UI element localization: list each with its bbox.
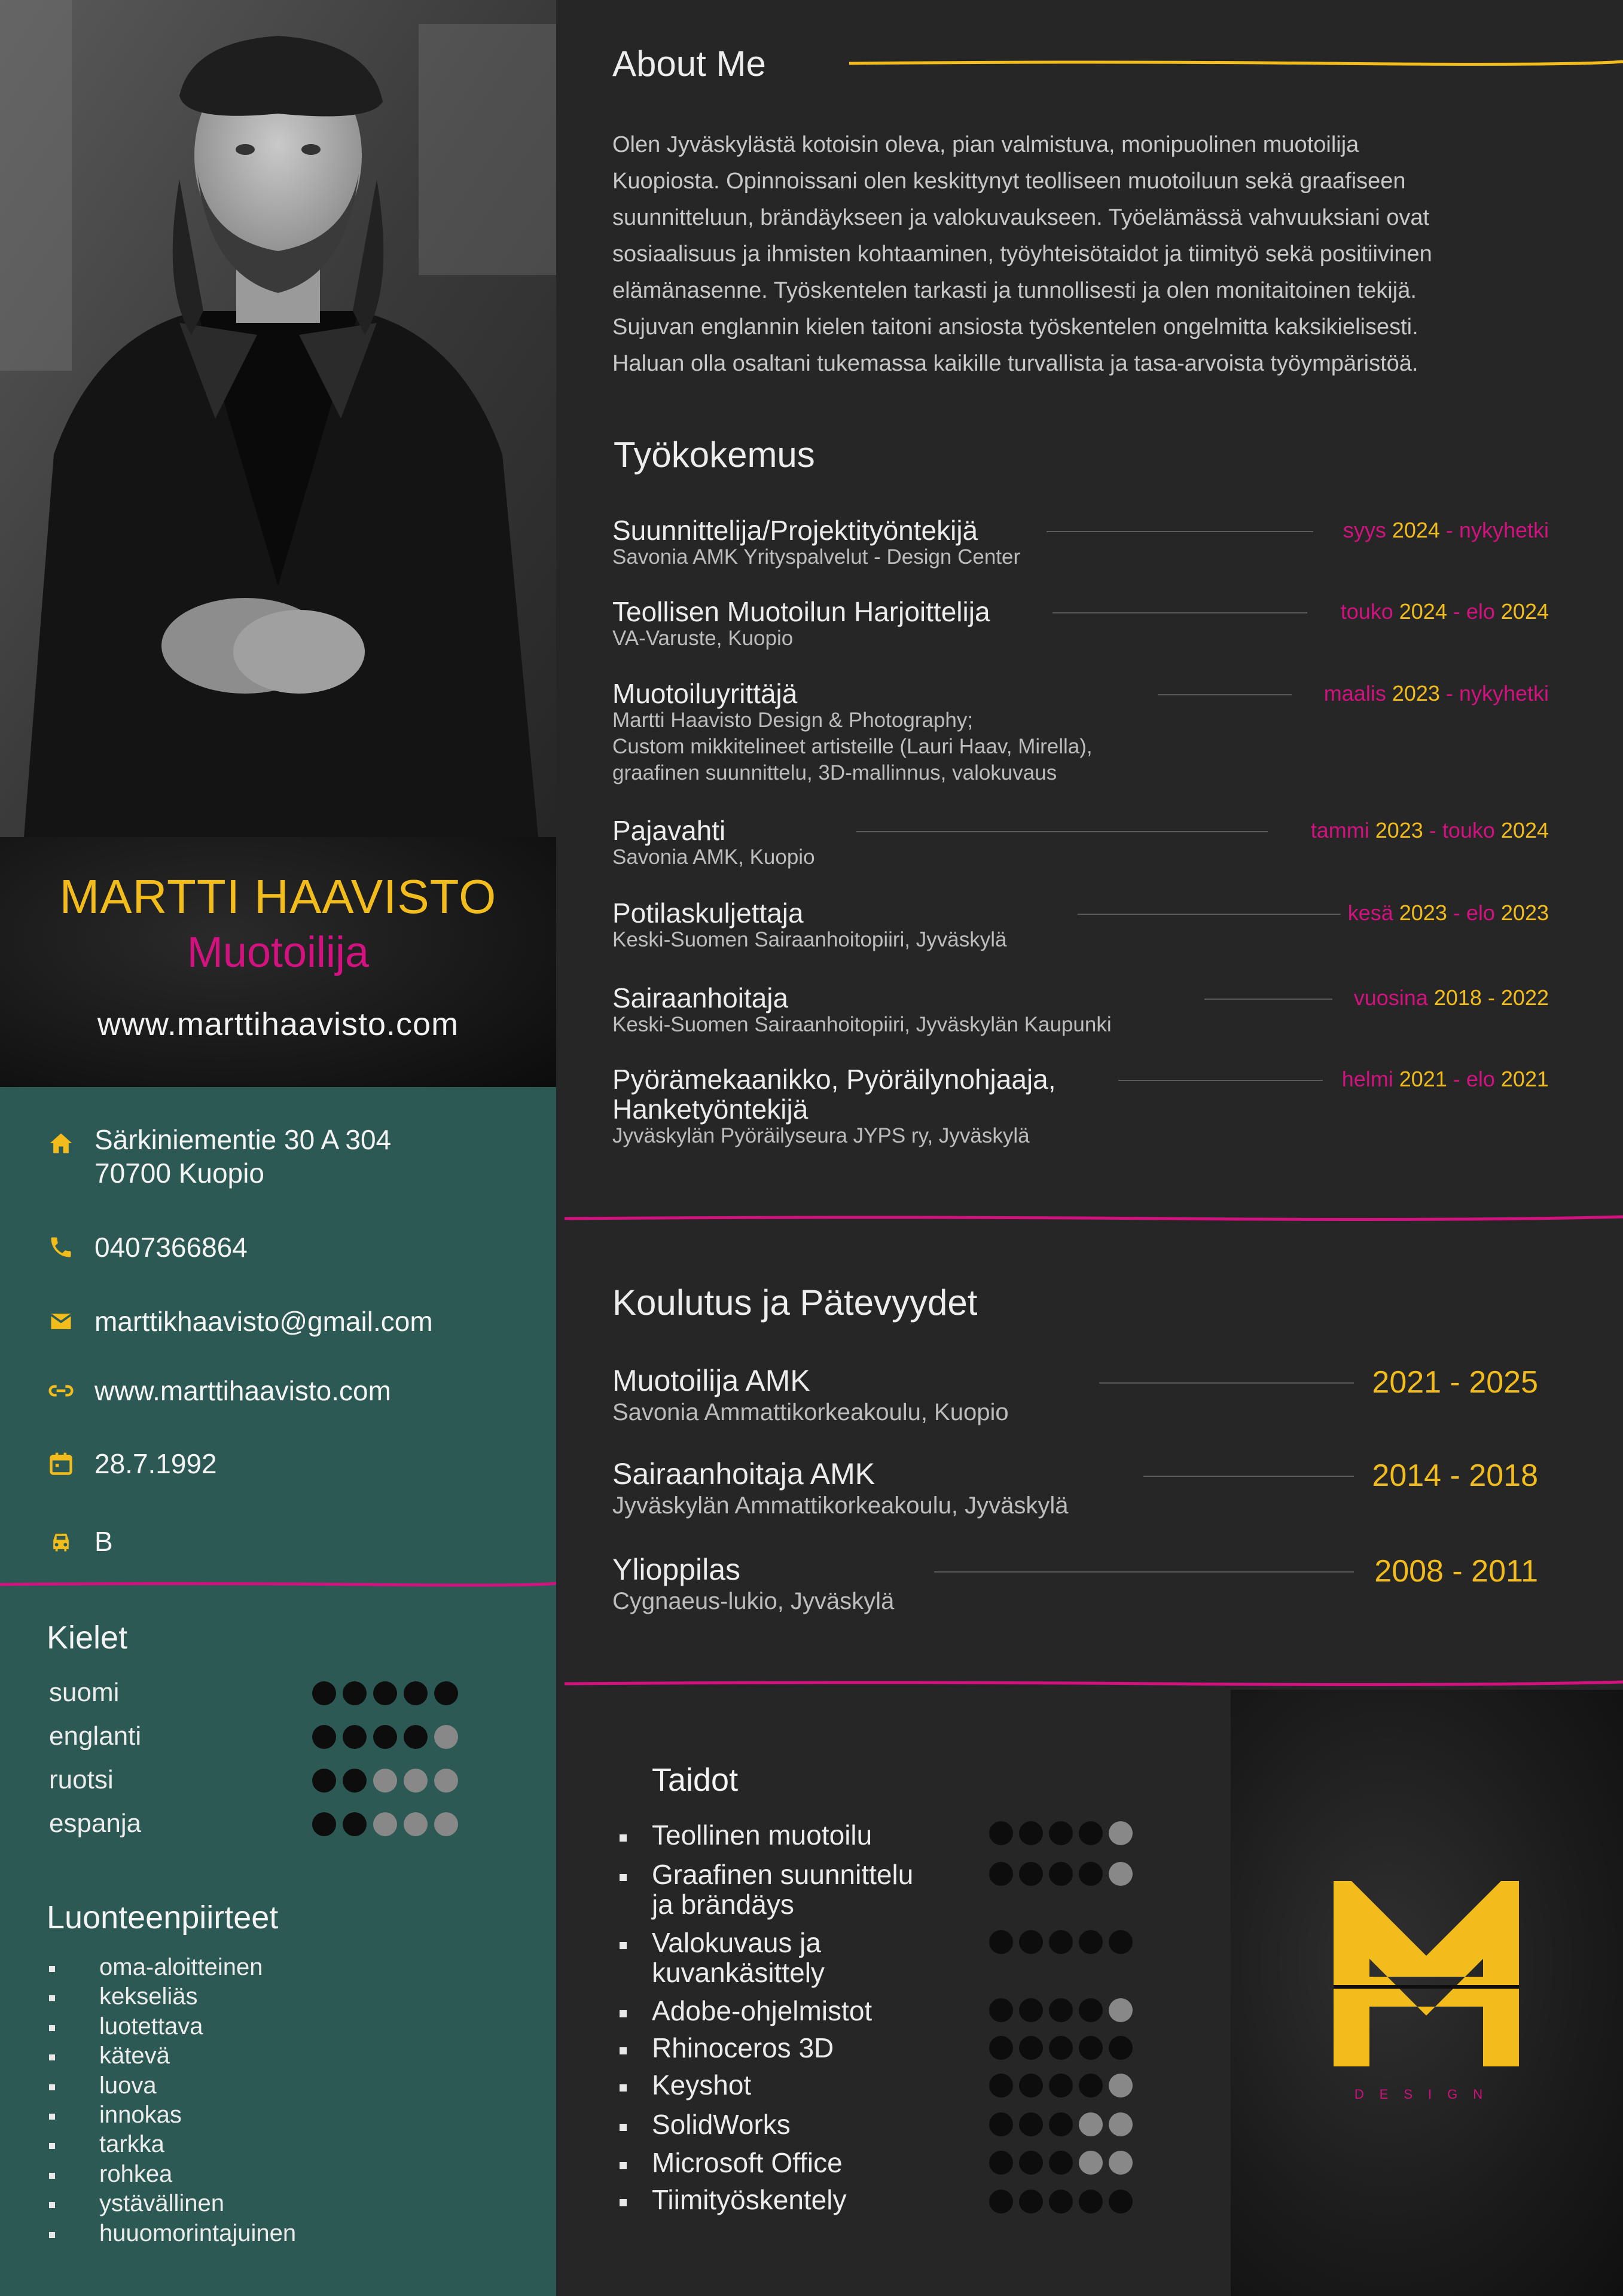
- bullet-icon: [620, 1874, 627, 1881]
- rating-dot-filled: [1049, 1998, 1073, 2022]
- car-icon: [48, 1528, 74, 1555]
- rating-dots: [312, 1812, 458, 1836]
- rating-dots: [989, 2036, 1133, 2060]
- bullet-icon: [49, 1966, 55, 1972]
- date-part: -: [1439, 681, 1459, 706]
- languages-title: Kielet: [47, 1620, 128, 1656]
- rating-dot-filled: [1109, 2036, 1133, 2060]
- rating-dot-filled: [404, 1725, 428, 1749]
- date-part: -: [1423, 818, 1442, 842]
- date-part: nykyhetki: [1459, 518, 1549, 542]
- work-date: [1354, 985, 1549, 1010]
- work-date: [1311, 818, 1549, 843]
- rating-dot-filled: [373, 1725, 397, 1749]
- leader-line: [1158, 694, 1292, 695]
- work-title: Pajavahti: [612, 815, 726, 846]
- work-subtitle: Savonia AMK, Kuopio: [612, 845, 815, 869]
- rating-dot-filled: [373, 1681, 397, 1705]
- leader-line: [1143, 1476, 1354, 1477]
- date-part: 2024: [1392, 518, 1440, 542]
- bullet-icon: [49, 2173, 55, 2179]
- rating-dot-filled: [1019, 2074, 1043, 2097]
- work-title: Potilaskuljettaja: [612, 897, 804, 929]
- work-date: [1341, 599, 1549, 624]
- work-date: [1348, 900, 1549, 926]
- work-subtitle: VA-Varuste, Kuopio: [612, 627, 794, 650]
- skills-title: Taidot: [652, 1762, 739, 1798]
- rating-dot-filled: [989, 1998, 1013, 2022]
- language-label: suomi: [49, 1678, 120, 1707]
- date-part: touko: [1340, 599, 1399, 624]
- rating-dot-filled: [1049, 1821, 1073, 1845]
- rating-dot-filled: [343, 1725, 367, 1749]
- date-part: kesä: [1347, 900, 1399, 925]
- rating-dots: [312, 1725, 458, 1749]
- rating-dot-filled: [1019, 1930, 1043, 1954]
- date-part: -: [1481, 985, 1501, 1010]
- rating-dots: [989, 2074, 1133, 2097]
- date-part: 2022: [1500, 985, 1549, 1010]
- email-icon: [48, 1308, 74, 1335]
- rating-dot-filled: [1079, 1821, 1103, 1845]
- bullet-icon: [49, 2114, 55, 2120]
- rating-dot-filled: [989, 1862, 1013, 1886]
- bullet-icon: [620, 2010, 627, 2017]
- rating-dot-filled: [989, 2151, 1013, 2175]
- date-part: maalis: [1323, 681, 1392, 706]
- divider-pink-education: [565, 1679, 1623, 1689]
- education-title: Ylioppilas: [612, 1553, 741, 1586]
- date-part: -: [1447, 599, 1466, 624]
- rating-dot-filled: [1019, 2036, 1043, 2060]
- rating-dot-empty: [1109, 2074, 1133, 2097]
- bullet-icon: [49, 2084, 55, 2090]
- rating-dot-filled: [989, 2112, 1013, 2136]
- contact-panel: [0, 1087, 556, 2296]
- address-text: Särkiniementie 30 A 304 70700 Kuopio: [94, 1124, 392, 1189]
- trait-label: rohkea: [99, 2160, 173, 2187]
- rating-dot-filled: [343, 1769, 367, 1793]
- work-title: Sairaanhoitaja: [612, 982, 789, 1013]
- website-text: www.marttihaavisto.com: [94, 1375, 391, 1406]
- email-text: marttikhaavisto@gmail.com: [94, 1306, 433, 1337]
- trait-label: luova: [99, 2072, 157, 2099]
- rating-dot-filled: [1109, 2190, 1133, 2213]
- education-date: 2008 - 2011: [1374, 1554, 1538, 1589]
- rating-dot-filled: [989, 1930, 1013, 1954]
- language-item: [49, 1678, 504, 1714]
- rating-dot-filled: [1079, 2036, 1103, 2060]
- work-title: Suunnittelija/Projektityöntekijä: [612, 515, 978, 546]
- link-icon: [48, 1378, 74, 1404]
- rating-dot-filled: [1019, 1998, 1043, 2022]
- phone-text: 0407366864: [94, 1232, 248, 1263]
- about-title: About Me: [612, 44, 766, 84]
- work-subtitle: Keski-Suomen Sairaanhoitopiiri, Jyväskylä: [612, 928, 1007, 951]
- date-part: elo: [1466, 900, 1501, 925]
- education-title: Sairaanhoitaja AMK: [612, 1457, 875, 1491]
- language-label: englanti: [49, 1721, 142, 1751]
- work-title: Muotoiluyrittäjä: [612, 678, 798, 709]
- bullet-icon: [620, 2084, 627, 2092]
- rating-dot-filled: [1109, 1930, 1133, 1954]
- skill-label: Rhinoceros 3D: [652, 2032, 834, 2063]
- rating-dot-filled: [312, 1769, 336, 1793]
- bullet-icon: [620, 1942, 627, 1949]
- rating-dot-filled: [312, 1725, 336, 1749]
- rating-dots: [989, 1998, 1133, 2022]
- education-date: 2021 - 2025: [1372, 1365, 1538, 1400]
- rating-dot-empty: [373, 1769, 397, 1793]
- trait-label: kekseliäs: [99, 1983, 198, 2010]
- logo-caption: DESIGN: [1354, 2087, 1499, 2102]
- bullet-icon: [620, 2124, 627, 2131]
- rating-dot-empty: [434, 1769, 458, 1793]
- trait-label: oma-aloitteinen: [99, 1954, 263, 1980]
- date-part: 2018: [1433, 985, 1482, 1010]
- bullet-icon: [49, 2143, 55, 2149]
- work-subtitle: Jyväskylän Pyöräilyseura JYPS ry, Jyväskylä: [612, 1124, 1030, 1147]
- trait-label: ystävällinen: [99, 2190, 225, 2217]
- language-label: ruotsi: [49, 1765, 114, 1794]
- rating-dot-empty: [404, 1769, 428, 1793]
- about-underline: [849, 57, 1623, 68]
- date-part: elo: [1466, 599, 1501, 624]
- divider-pink: [0, 1581, 556, 1588]
- rating-dot-empty: [1109, 1821, 1133, 1845]
- date-part: vuosina: [1353, 985, 1434, 1010]
- leader-line: [1099, 1382, 1354, 1384]
- rating-dot-filled: [1079, 2074, 1103, 2097]
- calendar-icon: [48, 1451, 74, 1477]
- rating-dot-filled: [989, 1821, 1013, 1845]
- date-part: elo: [1466, 1067, 1501, 1091]
- education-subtitle: Savonia Ammattikorkeakoulu, Kuopio: [612, 1399, 1009, 1425]
- rating-dot-filled: [1019, 2151, 1043, 2175]
- date-part: tammi: [1310, 818, 1375, 842]
- rating-dot-filled: [1049, 2036, 1073, 2060]
- rating-dot-filled: [989, 2074, 1013, 2097]
- bullet-icon: [620, 1834, 627, 1842]
- date-part: 2024: [1399, 599, 1447, 624]
- rating-dots: [989, 2151, 1133, 2175]
- work-title: Työkokemus: [614, 435, 815, 475]
- date-part: touko: [1442, 818, 1501, 842]
- rating-dot-filled: [1049, 2151, 1073, 2175]
- portrait-image: [0, 0, 556, 837]
- date-part: -: [1447, 1067, 1466, 1091]
- bullet-icon: [620, 2162, 627, 2169]
- rating-dot-empty: [1109, 1998, 1133, 2022]
- date-part: -: [1439, 518, 1459, 542]
- language-item: [49, 1721, 504, 1757]
- date-part: helmi: [1341, 1067, 1399, 1091]
- rating-dot-filled: [434, 1681, 458, 1705]
- person-role: Muotoilija: [187, 929, 370, 976]
- trait-label: innokas: [99, 2102, 182, 2128]
- bullet-icon: [49, 2054, 55, 2060]
- rating-dots: [312, 1769, 458, 1793]
- education-subtitle: Cygnaeus-lukio, Jyväskylä: [612, 1588, 895, 1614]
- skill-label: Keyshot: [652, 2069, 752, 2100]
- sidebar: [0, 0, 556, 2296]
- profile-photo: [0, 0, 556, 837]
- bullet-icon: [49, 2232, 55, 2238]
- rating-dot-filled: [1049, 1930, 1073, 1954]
- rating-dot-filled: [1049, 2112, 1073, 2136]
- education-subtitle: Jyväskylän Ammattikorkeakoulu, Jyväskylä: [612, 1492, 1069, 1519]
- person-name: MARTTI HAAVISTO: [59, 870, 497, 923]
- rating-dot-filled: [1049, 2190, 1073, 2213]
- education-title: Koulutus ja Pätevyydet: [612, 1283, 978, 1323]
- trait-label: kätevä: [99, 2042, 170, 2069]
- rating-dot-filled: [989, 2190, 1013, 2213]
- phone-icon: [48, 1234, 74, 1260]
- date-part: 2021: [1399, 1067, 1447, 1091]
- education-title: Muotoilija AMK: [612, 1364, 810, 1397]
- skill-label: Graafinen suunnittelu ja brändäys: [652, 1859, 914, 1920]
- leader-line: [1204, 999, 1332, 1000]
- rating-dots: [989, 1930, 1133, 1954]
- date-part: nykyhetki: [1459, 681, 1549, 706]
- date-part: 2023: [1392, 681, 1440, 706]
- rating-dots: [989, 1821, 1133, 1845]
- work-title: Teollisen Muotoilun Harjoittelija: [612, 596, 990, 627]
- rating-dot-empty: [373, 1812, 397, 1836]
- leader-line: [934, 1571, 1354, 1573]
- name-block: [0, 837, 556, 1087]
- rating-dot-filled: [343, 1812, 367, 1836]
- work-title: Pyörämekaanikko, Pyöräilynohjaaja, Hanketyöntekijä: [612, 1064, 1056, 1125]
- date-part: 2024: [1500, 818, 1549, 842]
- rating-dot-empty: [404, 1812, 428, 1836]
- rating-dot-empty: [434, 1725, 458, 1749]
- rating-dot-filled: [404, 1681, 428, 1705]
- traits-title: Luonteenpiirteet: [47, 1900, 279, 1935]
- bullet-icon: [49, 2025, 55, 2031]
- divider-pink-work: [565, 1214, 1623, 1223]
- work-subtitle: Keski-Suomen Sairaanhoitopiiri, Jyväskylän Kaupunki: [612, 1013, 1112, 1036]
- license-text: B: [94, 1526, 113, 1557]
- rating-dots: [989, 2190, 1133, 2213]
- rating-dot-filled: [1019, 2190, 1043, 2213]
- language-item: [49, 1765, 504, 1801]
- date-part: 2021: [1500, 1067, 1549, 1091]
- trait-label: luotettava: [99, 2013, 203, 2039]
- mh-design-logo: [1334, 1881, 1519, 2108]
- rating-dot-filled: [1079, 2190, 1103, 2213]
- work-subtitle: Martti Haavisto Design & Photography; Custom mikkitelineet artisteille (Lauri Haav, Mirella), graafinen suunnittelu, 3D-mallinnus, valokuvaus: [612, 709, 1093, 784]
- about-text: Olen Jyväskylästä kotoisin oleva, pian valmistuva, monipuolinen muotoilija Kuopiosta. Opinnoissani olen keskittynyt teolliseen muotoiluun sekä graafiseen suunnitteluun, brändäykseen ja valokuvaukseen. Työelämässä vahvuuksiani ovat sosiaalisuus ja ihmisten kohtaaminen, työyhteisötaidot ja tiimityö sekä positiivinen elämänasenne. Työskentelen tarkasti ja tunnollisesti ja olen monitaitoinen tekijä. Sujuvan englannin kielen taitoni ansiosta työskentelen ongelmitta kaksikielisesti. Haluan olla osaltani tukemassa kaikille turvallista ja tasa-arvoista työympäristöä.: [612, 132, 1432, 376]
- rating-dot-empty: [1079, 2112, 1103, 2136]
- rating-dot-filled: [1049, 2074, 1073, 2097]
- date-part: 2023: [1375, 818, 1423, 842]
- date-part: 2024: [1500, 599, 1549, 624]
- education-date: 2014 - 2018: [1372, 1458, 1538, 1493]
- rating-dot-filled: [312, 1681, 336, 1705]
- bullet-icon: [620, 2199, 627, 2206]
- skill-label: Teollinen muotoilu: [652, 1819, 872, 1851]
- rating-dot-filled: [1079, 1862, 1103, 1886]
- rating-dot-empty: [1109, 2112, 1133, 2136]
- date-part: 2023: [1399, 900, 1447, 925]
- language-item: [49, 1809, 504, 1845]
- work-date: [1342, 1067, 1549, 1092]
- rating-dots: [989, 1862, 1133, 1886]
- rating-dots: [989, 2112, 1133, 2136]
- work-date: [1324, 681, 1549, 706]
- logo-panel: [1231, 1690, 1623, 2296]
- rating-dot-empty: [1109, 1862, 1133, 1886]
- rating-dot-filled: [1049, 1862, 1073, 1886]
- rating-dot-filled: [989, 2036, 1013, 2060]
- rating-dot-filled: [1019, 1862, 1043, 1886]
- rating-dot-filled: [343, 1681, 367, 1705]
- work-date: [1343, 518, 1549, 543]
- skill-label: Microsoft Office: [652, 2147, 843, 2178]
- rating-dot-filled: [312, 1812, 336, 1836]
- skill-label: Adobe-ohjelmistot: [652, 1995, 872, 2026]
- home-icon: [48, 1130, 74, 1156]
- rating-dot-filled: [1079, 1998, 1103, 2022]
- work-subtitle: Savonia AMK Yrityspalvelut - Design Center: [612, 545, 1021, 569]
- rating-dot-filled: [1019, 2112, 1043, 2136]
- leader-line: [1052, 612, 1307, 613]
- rating-dot-empty: [434, 1812, 458, 1836]
- rating-dot-filled: [1079, 1930, 1103, 1954]
- bullet-icon: [49, 1995, 55, 2001]
- date-part: syys: [1343, 518, 1392, 542]
- rating-dots: [312, 1681, 458, 1705]
- leader-line: [1047, 531, 1313, 532]
- website-link[interactable]: www.marttihaavisto.com: [97, 1006, 459, 1042]
- skill-label: Valokuvaus ja kuvankäsittely: [652, 1927, 825, 1988]
- skill-label: SolidWorks: [652, 2109, 791, 2140]
- language-label: espanja: [49, 1809, 142, 1838]
- trait-label: tarkka: [99, 2131, 164, 2158]
- leader-line: [1078, 914, 1341, 915]
- date-part: -: [1447, 900, 1466, 925]
- bullet-icon: [620, 2047, 627, 2054]
- date-part: 2023: [1500, 900, 1549, 925]
- leader-line: [856, 831, 1268, 832]
- birthdate-text: 28.7.1992: [94, 1448, 217, 1479]
- trait-label: huuomorintajuinen: [99, 2219, 297, 2246]
- rating-dot-filled: [1019, 1821, 1043, 1845]
- bullet-icon: [49, 2202, 55, 2208]
- rating-dot-empty: [1079, 2151, 1103, 2175]
- rating-dot-empty: [1109, 2151, 1133, 2175]
- skill-label: Tiimityöskentely: [652, 2184, 847, 2215]
- leader-line: [1118, 1080, 1323, 1081]
